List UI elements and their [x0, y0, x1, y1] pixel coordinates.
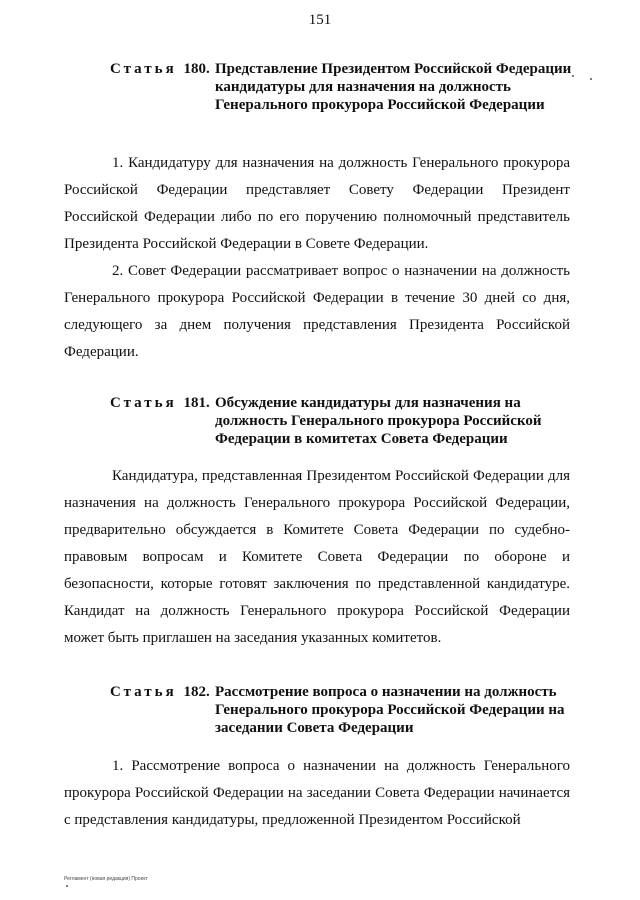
scan-speck: [590, 78, 592, 80]
paragraph: 2. Совет Федерации рассматривает вопрос о назначении на должность Генерального прокурора Российской Федерации в течение 30 дней со дня, следующего за днем получения представления Президента Российской Федерации.: [64, 263, 570, 360]
article-label: Статья 182.: [110, 684, 210, 700]
article-title: Обсуждение кандидатуры для назначения на должность Генерального прокурора Российской Федерации в комитетах Совета Федерации: [215, 395, 542, 447]
article-182: [0, 683, 640, 737]
footer-note: Регламент (новая редакция) Проект: [64, 876, 148, 882]
article-number: 180.: [183, 61, 210, 77]
article-number: 182.: [183, 684, 210, 700]
page-number: 151: [308, 12, 332, 28]
article-title: Рассмотрение вопроса о назначении на должность Генерального прокурора Российской Федерации на заседании Совета Федерации: [215, 684, 565, 736]
paragraph: Кандидатура, представленная Президентом Российской Федерации для назначения на должность Генерального прокурора Российской Федерации, предварительно обсуждается в Комитете Совета Федерации по судебно-правовым вопросам и Комитете Совета Федерации по обороне и безопасности, которые готовят заключения по представленной кандидатуре. Кандидат на должность Генерального прокурора Российской Федерации может быть приглашен на заседания указанных комитетов.: [64, 468, 570, 646]
article-heading: [0, 683, 640, 737]
article-180: [0, 60, 640, 114]
article-title: Представление Президентом Российской Федерации кандидатуры для назначения на должность Генерального прокурора Российской Федерации: [215, 61, 572, 113]
scan-speck: [572, 75, 574, 77]
article-label: Статья 180.: [110, 61, 210, 77]
article-181: [0, 394, 640, 448]
article-label: Статья 181.: [110, 395, 210, 411]
article-number: 181.: [183, 395, 210, 411]
article-heading: [0, 60, 640, 114]
article-heading: [0, 394, 640, 448]
scan-speck: [66, 885, 68, 887]
paragraph: 1. Рассмотрение вопроса о назначении на должность Генерального прокурора Российской Федерации на заседании Совета Федерации начинается с представления кандидатуры, предложенной Президентом Российской: [64, 758, 570, 828]
paragraph: 1. Кандидатуру для назначения на должность Генерального прокурора Российской Федерации представляет Совету Федерации Президент Российской Федерации либо по его поручению полномочный представитель Президента Российской Федерации в Совете Федерации.: [64, 155, 570, 252]
